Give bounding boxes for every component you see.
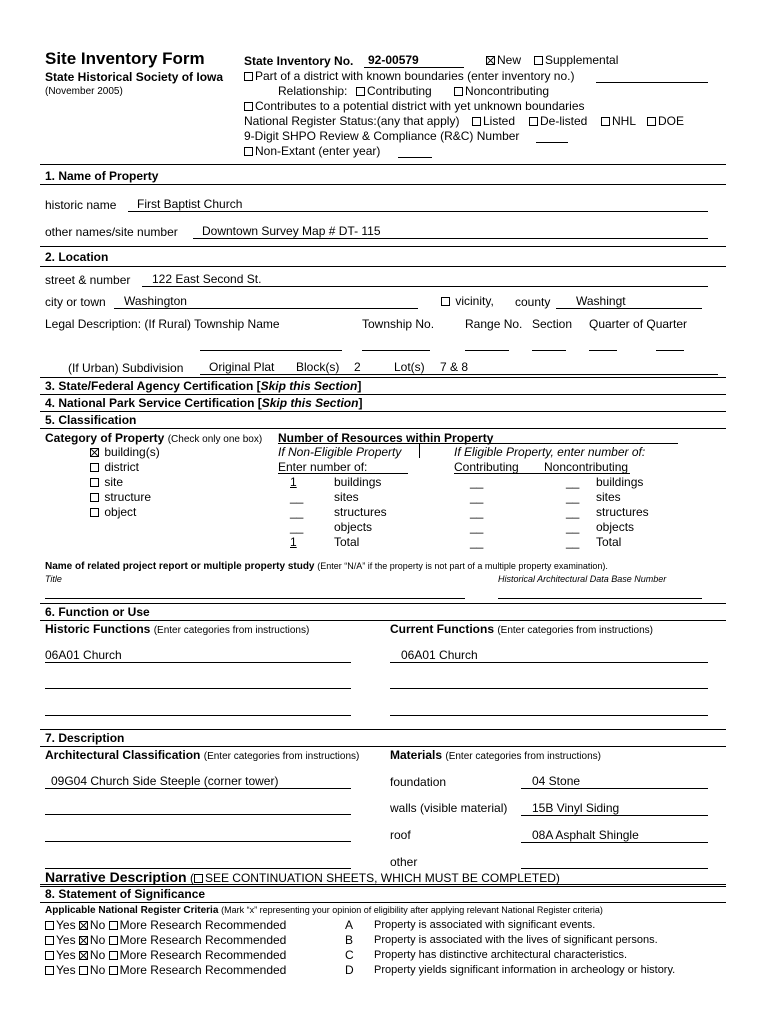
criterion-d-row: Yes No More Research Recommended: [45, 963, 286, 977]
nonextant-checkbox[interactable]: [244, 147, 253, 156]
site-checkbox[interactable]: [90, 478, 99, 487]
elig-label-sites: sites: [596, 490, 621, 504]
block-value: 2: [354, 360, 361, 374]
walls-label: walls (visible material): [390, 801, 508, 815]
narrative-description: Narrative Description ( SEE CONTINUATION SHEETS, WHICH MUST BE COMPLETED): [45, 869, 560, 885]
section-6-heading: 6. Function or Use: [45, 605, 150, 619]
section-4-heading: 4. National Park Service Certification [Skip this Section]: [45, 396, 363, 410]
enter-number-label: Enter number of:: [278, 460, 368, 474]
quarter-of-field[interactable]: [656, 350, 684, 351]
criterion-c-yes-checkbox[interactable]: [45, 951, 54, 960]
divider: [40, 377, 726, 378]
other-names-label: other names/site number: [45, 225, 178, 239]
column-divider: [419, 444, 420, 458]
category-object[interactable]: object: [90, 505, 136, 519]
criterion-a-yes-checkbox[interactable]: [45, 921, 54, 930]
row-label-total: Total: [334, 535, 360, 549]
form-title: Site Inventory Form: [45, 49, 205, 68]
database-label: Historical Architectural Data Base Number: [498, 574, 667, 584]
district-category-checkbox[interactable]: [90, 463, 99, 472]
divider: [40, 246, 726, 247]
criterion-b-letter: B: [345, 933, 354, 947]
township-name-field[interactable]: [200, 350, 342, 351]
divider: [40, 902, 726, 903]
criterion-b-more-checkbox[interactable]: [109, 936, 118, 945]
noncontrib-structures[interactable]: __: [566, 505, 580, 519]
noncontributing-option[interactable]: Noncontributing: [454, 84, 549, 98]
org-name: State Historical Society of Iowa: [45, 70, 224, 84]
arch-classification-field-3[interactable]: [45, 841, 351, 842]
enter-number-underline: [278, 473, 408, 474]
quarter-label: Quarter of Quarter: [589, 317, 688, 331]
criterion-a-more-checkbox[interactable]: [109, 921, 118, 930]
resources-underline: [278, 443, 678, 444]
criterion-c-no-checkbox[interactable]: [79, 951, 88, 960]
criterion-a-letter: A: [345, 918, 354, 932]
roof-label: roof: [390, 828, 411, 842]
inventory-label: State Inventory No.: [244, 54, 354, 68]
foundation-field[interactable]: 04 Stone: [521, 774, 708, 789]
doe-option[interactable]: DOE: [647, 114, 684, 128]
foundation-label: foundation: [390, 775, 447, 789]
shpo-number-field[interactable]: [536, 128, 568, 143]
street-field[interactable]: 122 East Second St.: [142, 272, 708, 287]
township-no-label: Township No.: [362, 317, 435, 331]
current-functions-label: Current Functions (Enter categories from instructions): [390, 622, 653, 636]
lot-value: 7 & 8: [440, 360, 469, 374]
lot-label: Lot(s): [394, 360, 425, 374]
street-label: street & number: [45, 273, 131, 287]
potential-district-option[interactable]: Contributes to a potential district with yet unknown boundaries: [244, 99, 585, 113]
historic-functions-label: Historic Functions (Enter categories from instructions): [45, 622, 310, 636]
structure-checkbox[interactable]: [90, 493, 99, 502]
current-function-field-1[interactable]: 06A01 Church: [390, 648, 708, 663]
divider: [40, 394, 726, 395]
row-label-objects: objects: [334, 520, 373, 534]
contrib-total[interactable]: __: [470, 535, 484, 549]
range-no-label: Range No.: [465, 317, 523, 331]
inventory-number-field[interactable]: 92-00579: [364, 53, 464, 68]
listed-option[interactable]: Listed: [472, 114, 515, 128]
contrib-buildings[interactable]: __: [470, 475, 484, 489]
county-label: county: [515, 295, 551, 309]
category-structure[interactable]: structure: [90, 490, 151, 504]
criterion-d-more-checkbox[interactable]: [109, 966, 118, 975]
quarter-field[interactable]: [589, 350, 617, 351]
category-building[interactable]: building(s): [90, 445, 160, 459]
noncontributing-col-label: Noncontributing: [544, 460, 629, 474]
building-checkbox[interactable]: [90, 448, 99, 457]
contrib-objects[interactable]: __: [470, 520, 484, 534]
section-8-heading: 8. Statement of Significance: [45, 887, 206, 901]
nhl-checkbox[interactable]: [601, 117, 610, 126]
divider: [40, 729, 726, 730]
elig-label-structures: structures: [596, 505, 649, 519]
walls-field[interactable]: 15B Vinyl Siding: [521, 801, 708, 816]
nonextant-option[interactable]: Non-Extant (enter year): [244, 144, 380, 158]
criterion-d-no-checkbox[interactable]: [79, 966, 88, 975]
criterion-a-text: Property is associated with significant events.: [374, 919, 596, 931]
supplemental-checkbox[interactable]: [534, 56, 543, 65]
narrative-checkbox[interactable]: [194, 874, 203, 883]
section-2-heading: 2. Location: [45, 250, 109, 264]
historic-function-field-1[interactable]: 06A01 Church: [45, 648, 351, 663]
city-field[interactable]: Washington: [114, 294, 418, 309]
block-label: Block(s): [296, 360, 340, 374]
contrib-structures[interactable]: __: [470, 505, 484, 519]
contributing-col-label: Contributing: [454, 460, 519, 474]
non-eligible-label: If Non-Eligible Property: [278, 445, 402, 459]
divider: [40, 266, 726, 267]
section-7-heading: 7. Description: [45, 731, 125, 745]
divider: [40, 603, 726, 604]
row-label-sites: sites: [334, 490, 359, 504]
urban-row-field[interactable]: [200, 360, 718, 375]
district-number-field[interactable]: [596, 68, 708, 83]
elig-label-buildings: buildings: [596, 475, 644, 489]
criterion-c-letter: C: [345, 948, 354, 962]
doe-checkbox[interactable]: [647, 117, 656, 126]
district-option[interactable]: Part of a district with known boundaries (enter inventory no.): [244, 69, 575, 83]
count-structures[interactable]: __: [290, 505, 304, 519]
eligible-underline: [454, 473, 630, 474]
related-title-field[interactable]: [45, 598, 465, 599]
delisted-option[interactable]: De-listed: [529, 114, 587, 128]
materials-label: Materials (Enter categories from instructions): [390, 748, 601, 762]
historic-name-field[interactable]: First Baptist Church: [128, 197, 708, 212]
divider: [40, 428, 726, 429]
criterion-a-no-checkbox[interactable]: [79, 921, 88, 930]
supplemental-option[interactable]: Supplemental: [534, 53, 618, 67]
new-checkbox[interactable]: [486, 56, 495, 65]
historic-function-field-2[interactable]: [45, 688, 351, 689]
criterion-b-text: Property is associated with the lives of significant persons.: [374, 934, 658, 946]
database-number-field[interactable]: [498, 598, 702, 599]
range-no-field[interactable]: [465, 350, 509, 351]
roof-field[interactable]: 08A Asphalt Shingle: [521, 828, 708, 843]
criteria-label: Applicable National Register Criteria (Mark “x” representing your opinion of eligibility after applying relevant National Register criteria): [45, 905, 603, 916]
eligible-label: If Eligible Property, enter number of:: [454, 445, 646, 459]
township-no-field[interactable]: [362, 350, 430, 351]
noncontrib-buildings[interactable]: __: [566, 475, 580, 489]
nhl-option[interactable]: NHL: [601, 114, 636, 128]
nr-status-label: National Register Status:(any that apply): [244, 114, 460, 128]
divider: [40, 411, 726, 412]
divider: [40, 746, 726, 747]
noncontrib-sites[interactable]: __: [566, 490, 580, 504]
noncontrib-objects[interactable]: __: [566, 520, 580, 534]
historic-function-field-3[interactable]: [45, 715, 351, 716]
contributing-option[interactable]: Contributing: [356, 84, 432, 98]
criterion-b-no-checkbox[interactable]: [79, 936, 88, 945]
nonextant-year-field[interactable]: [398, 143, 432, 158]
vicinity-checkbox[interactable]: [441, 297, 450, 306]
arch-classification-field-1[interactable]: 09G04 Church Side Steeple (corner tower): [45, 774, 351, 789]
section-label: Section: [532, 317, 573, 331]
district-checkbox[interactable]: [244, 72, 253, 81]
category-label: Category of Property (Check only one box): [45, 431, 263, 445]
county-field[interactable]: Washingt: [556, 294, 702, 309]
count-total[interactable]: 1: [290, 535, 297, 549]
criterion-b-row: Yes No More Research Recommended: [45, 933, 286, 947]
criterion-d-letter: D: [345, 963, 354, 977]
city-label: city or town: [45, 295, 106, 309]
criterion-b-yes-checkbox[interactable]: [45, 936, 54, 945]
category-site[interactable]: site: [90, 475, 123, 489]
arch-classification-label: Architectural Classification (Enter categories from instructions): [45, 748, 360, 762]
row-label-buildings: buildings: [334, 475, 382, 489]
count-sites[interactable]: __: [290, 490, 304, 504]
section-field[interactable]: [532, 350, 566, 351]
criterion-d-yes-checkbox[interactable]: [45, 966, 54, 975]
noncontrib-total[interactable]: __: [566, 535, 580, 549]
new-option[interactable]: New: [486, 53, 521, 67]
shpo-label: 9-Digit SHPO Review & Compliance (R&C) Number: [244, 129, 520, 143]
section-3-heading: 3. State/Federal Agency Certification [Skip this Section]: [45, 379, 362, 393]
row-label-structures: structures: [334, 505, 387, 519]
listed-checkbox[interactable]: [472, 117, 481, 126]
legal-description-label: Legal Description: (If Rural) Township Name: [45, 317, 280, 331]
count-buildings[interactable]: 1: [290, 475, 297, 489]
potential-district-checkbox[interactable]: [244, 102, 253, 111]
other-names-field[interactable]: Downtown Survey Map # DT- 115: [193, 224, 708, 239]
arch-classification-field-2[interactable]: [45, 814, 351, 815]
criterion-c-row: Yes No More Research Recommended: [45, 948, 286, 962]
related-study-label: Name of related project report or multiple property study (Enter “N/A” if the property is not part of a multiple property examination).: [45, 561, 608, 572]
other-material-label: other: [390, 855, 418, 869]
noncontributing-checkbox[interactable]: [454, 87, 463, 96]
contributing-checkbox[interactable]: [356, 87, 365, 96]
title-label: Title: [45, 574, 62, 584]
vicinity-option[interactable]: vicinity,: [441, 294, 494, 308]
divider: [40, 620, 726, 621]
divider: [40, 164, 726, 165]
historic-name-label: historic name: [45, 198, 117, 212]
count-objects[interactable]: __: [290, 520, 304, 534]
section-1-heading: 1. Name of Property: [45, 169, 159, 183]
section-5-heading: 5. Classification: [45, 413, 137, 427]
criterion-c-more-checkbox[interactable]: [109, 951, 118, 960]
criterion-d-text: Property yields significant information in archeology or history.: [374, 964, 676, 976]
object-checkbox[interactable]: [90, 508, 99, 517]
urban-label: (If Urban) Subdivision: [68, 361, 184, 375]
criterion-c-text: Property has distinctive architectural characteristics.: [374, 949, 628, 961]
current-function-field-2[interactable]: [390, 688, 708, 689]
contrib-sites[interactable]: __: [470, 490, 484, 504]
resources-label: Number of Resources within Property: [278, 431, 494, 445]
divider: [40, 184, 726, 185]
elig-label-total: Total: [596, 535, 622, 549]
form-date: (November 2005): [45, 86, 123, 97]
delisted-checkbox[interactable]: [529, 117, 538, 126]
current-function-field-3[interactable]: [390, 715, 708, 716]
criterion-a-row: Yes No More Research Recommended: [45, 918, 286, 932]
subdivision-value: Original Plat: [209, 360, 275, 374]
category-district[interactable]: district: [90, 460, 139, 474]
elig-label-objects: objects: [596, 520, 635, 534]
relationship-label: Relationship:: [278, 84, 348, 98]
